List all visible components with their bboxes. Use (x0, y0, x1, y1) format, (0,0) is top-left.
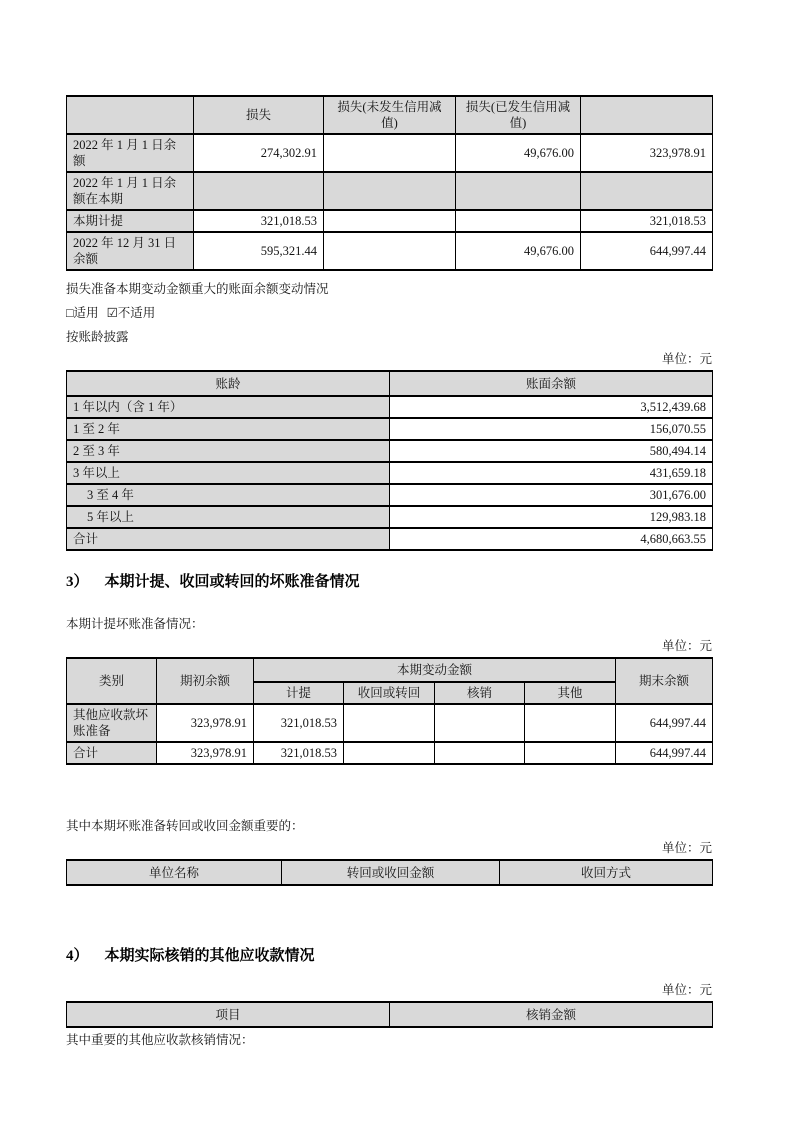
value-cell: 49,676.00 (456, 232, 581, 270)
table-header-row (67, 1002, 713, 1027)
table-header-row (67, 371, 713, 396)
writeoff-table (66, 1001, 713, 1028)
value-cell: 3,512,439.68 (390, 396, 713, 418)
unit-label: 单位：元 (661, 639, 712, 653)
row-label-cell: 本期计提 (67, 210, 194, 232)
note-aging-disclosure: 按账龄披露 (66, 330, 129, 344)
value-cell: 323,978.91 (581, 134, 713, 172)
header-cell: 计提 (254, 682, 344, 704)
header-group-cell: 本期变动金额 (254, 658, 616, 682)
header-cell: 期初余额 (157, 658, 254, 704)
unit-label: 单位：元 (661, 841, 712, 855)
value-cell: 301,676.00 (390, 484, 713, 506)
value-cell: 129,983.18 (390, 506, 713, 528)
row-label-cell: 3 至 4 年 (67, 484, 390, 506)
value-cell: 323,978.91 (157, 704, 254, 742)
table-header-row (67, 860, 713, 885)
value-cell: 644,997.44 (581, 232, 713, 270)
header-cell: 收回方式 (500, 860, 713, 885)
table-row (67, 440, 713, 462)
row-label-cell: 3 年以上 (67, 462, 390, 484)
value-cell (324, 232, 456, 270)
section-title: 本期实际核销的其他应收款情况 (104, 948, 315, 964)
row-label-cell: 2022 年 12 月 31 日余额 (67, 232, 194, 270)
table-row (67, 484, 713, 506)
section-title: 本期计提、收回或转回的坏账准备情况 (104, 574, 360, 590)
value-cell (324, 172, 456, 210)
value-cell (344, 704, 435, 742)
header-cell: 其他 (525, 682, 616, 704)
row-label-cell: 其他应收款坏账准备 (67, 704, 157, 742)
value-cell (456, 210, 581, 232)
row-label-cell: 合计 (67, 528, 390, 550)
table-header-row (67, 96, 713, 134)
value-cell (525, 742, 616, 764)
value-cell (525, 704, 616, 742)
note-important-recovery: 其中本期坏账准备转回或收回金额重要的： (66, 819, 304, 833)
checkbox-applicable: □适用 (66, 306, 99, 320)
value-cell (581, 172, 713, 210)
row-label-cell: 2022 年 1 月 1 日余额在本期 (67, 172, 194, 210)
value-cell: 644,997.44 (616, 742, 713, 764)
value-cell (324, 210, 456, 232)
value-cell: 644,997.44 (616, 704, 713, 742)
row-label-cell: 合计 (67, 742, 157, 764)
table-total-row (67, 528, 713, 550)
header-cell: 账龄 (67, 371, 390, 396)
value-cell (344, 742, 435, 764)
value-cell: 321,018.53 (254, 742, 344, 764)
header-cell: 类别 (67, 658, 157, 704)
header-cell: 转回或收回金额 (282, 860, 500, 885)
header-cell: 期末余额 (616, 658, 713, 704)
row-label-cell: 1 年以内（含 1 年） (67, 396, 390, 418)
recovery-table (66, 859, 713, 886)
header-cell: 核销 (435, 682, 525, 704)
table-row (67, 210, 713, 232)
value-cell: 431,659.18 (390, 462, 713, 484)
table-row (67, 418, 713, 440)
section-heading-3 (66, 572, 712, 592)
applicability-line (66, 304, 712, 322)
value-cell: 4,680,663.55 (390, 528, 713, 550)
header-cell (67, 96, 194, 134)
note-significant-change: 损失准备本期变动金额重大的账面余额变动情况 (66, 282, 329, 296)
note-provision: 本期计提坏账准备情况： (66, 617, 204, 631)
checkbox-not-applicable: ☑不适用 (106, 306, 156, 320)
loss-provision-movement-table (66, 95, 713, 271)
value-cell: 156,070.55 (390, 418, 713, 440)
header-cell: 损失 (194, 96, 324, 134)
value-cell (456, 172, 581, 210)
row-label-cell: 2 至 3 年 (67, 440, 390, 462)
table-row (67, 396, 713, 418)
row-label-cell: 5 年以上 (67, 506, 390, 528)
value-cell (435, 742, 525, 764)
header-cell: 账面余额 (390, 371, 713, 396)
table-header-row (67, 658, 713, 682)
table-row (67, 172, 713, 210)
header-cell: 损失(未发生信用减值) (324, 96, 456, 134)
table-row (67, 704, 713, 742)
table-row (67, 232, 713, 270)
value-cell (324, 134, 456, 172)
section-heading-4 (66, 946, 712, 966)
value-cell (194, 172, 324, 210)
value-cell: 274,302.91 (194, 134, 324, 172)
value-cell: 49,676.00 (456, 134, 581, 172)
value-cell: 321,018.53 (194, 210, 324, 232)
value-cell: 595,321.44 (194, 232, 324, 270)
table-total-row (67, 742, 713, 764)
unit-label: 单位：元 (661, 983, 712, 997)
aging-table (66, 370, 713, 551)
value-cell: 580,494.14 (390, 440, 713, 462)
unit-label: 单位：元 (661, 352, 712, 366)
value-cell: 321,018.53 (254, 704, 344, 742)
row-label-cell: 2022 年 1 月 1 日余额 (67, 134, 194, 172)
table-row (67, 506, 713, 528)
section-number: 4） (66, 948, 89, 964)
value-cell (435, 704, 525, 742)
header-cell: 损失(已发生信用减值) (456, 96, 581, 134)
header-cell: 核销金额 (390, 1002, 713, 1027)
note-important-writeoff: 其中重要的其他应收款核销情况： (66, 1033, 254, 1047)
header-cell (581, 96, 713, 134)
value-cell: 323,978.91 (157, 742, 254, 764)
value-cell: 321,018.53 (581, 210, 713, 232)
header-cell: 单位名称 (67, 860, 282, 885)
table-row (67, 462, 713, 484)
header-cell: 项目 (67, 1002, 390, 1027)
header-cell: 收回或转回 (344, 682, 435, 704)
row-label-cell: 1 至 2 年 (67, 418, 390, 440)
section-number: 3） (66, 574, 89, 590)
table-row (67, 134, 713, 172)
bad-debt-provision-table (66, 657, 713, 765)
